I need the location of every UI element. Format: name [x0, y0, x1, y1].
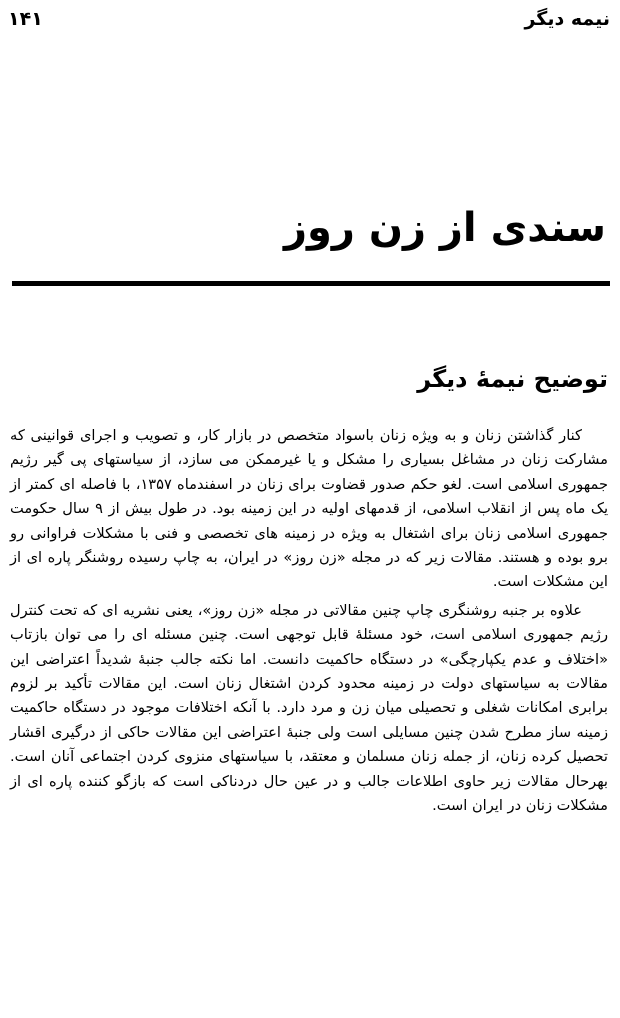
- paragraph-2: علاوه بر جنبه روشنگری چاپ چنین مقالاتی در مجله «زن روز»، یعنی نشریه ای که تحت کنترل رژیم جمهوری اسلامی است، خود مسئلهٔ قابل توجهی است. چنین مسئله ای را می توان بازتاب «اختلاف و عدم یکپارچگی» در دستگاه حاکمیت دانست. اما نکته جالب جنبهٔ شدیداً اعتراضی این مقالات به سیاستهای دولت در زمینه محدود کردن اشتغال زنان است. این مقالات تأکید بر لزوم برابری امکانات شغلی و تحصیلی میان زن و مرد دارد. با آنکه اختلافات موجود در دستگاه حاکمیت زمینه ساز مطرح شدن چنین مسایلی است ولی جنبهٔ اعتراضی این مقالات حاکی از درگیری اقشار تحصیل کرده زنان، از جمله زنان مسلمان و معتقد، با سیاستهای منزوی کردن اجتماعی آنان است. بهرحال مقالات زیر حاوی اطلاعات جالب و در عین حال دردناکی است که بازگو کننده پاره ای از مشکلات زنان در ایران است.: [10, 601, 608, 815]
- page-number: ۱۴۱: [8, 8, 43, 30]
- running-head: [8, 6, 610, 32]
- paragraph-1: کنار گذاشتن زنان و به ویژه زنان باسواد متخصص در بازار کار، و تصویب و اجرای قوانینی که مشارکت زنان در مشاغل بسیاری را مشکل و یا غیرممکن می سازد، از سیاستهای پی گیر رژیم جمهوری اسلامی است. لغو حکم صدور قضاوت برای زنان در اسفندماه ۱۳۵۷، با فاصله ای کمتر از یک ماه پس از انقلاب اسلامی، از قدمهای اولیه در این زمینه بود. در طول بیش از ۹ سال حکومت جمهوری اسلامی زنان برای اشتغال به ویژه در زمینه های تخصصی و فنی با مشکلات فراوانی رو برو بوده و هستند. مقالات زیر که در مجله «زن روز» در ایران، به چاپ رسیده روشنگر پاره ای از این مشکلات است.: [10, 427, 609, 591]
- section-heading: توضیح نیمهٔ دیگر: [417, 365, 608, 393]
- running-head-book-title: نیمه دیگر: [524, 8, 610, 30]
- chapter-title: سندی از زن روز: [283, 205, 606, 251]
- body-text: [10, 424, 608, 819]
- chapter-title-rule: [12, 281, 610, 286]
